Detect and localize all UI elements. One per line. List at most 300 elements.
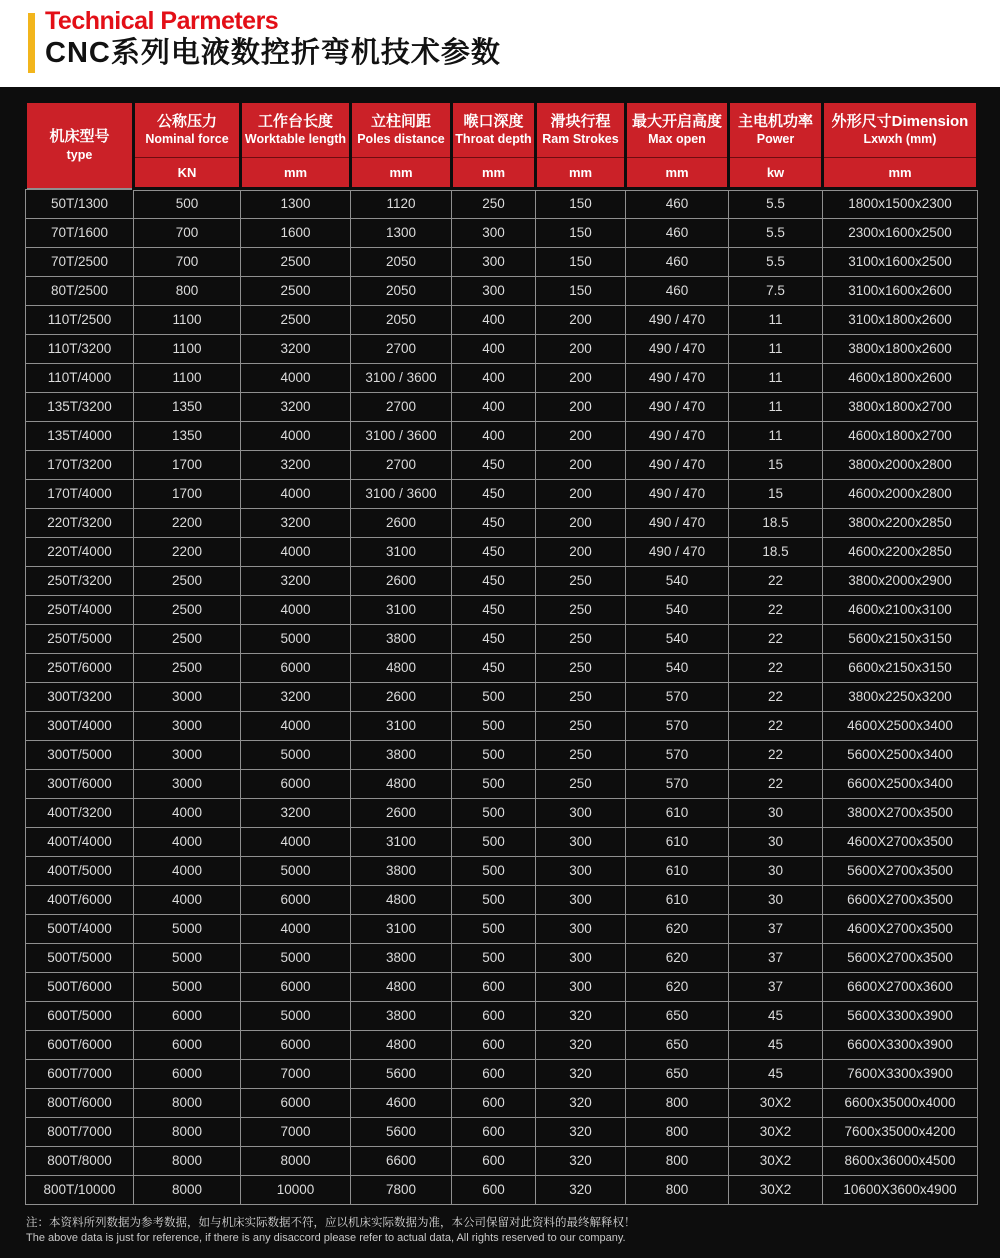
value-cell: 450 — [452, 480, 536, 509]
value-cell: 3200 — [241, 393, 351, 422]
value-cell: 600 — [452, 973, 536, 1002]
model-cell: 110T/2500 — [26, 306, 134, 335]
value-cell: 15 — [729, 480, 823, 509]
table-row — [26, 480, 978, 509]
model-cell: 250T/5000 — [26, 625, 134, 654]
model-cell: 600T/6000 — [26, 1031, 134, 1060]
value-cell: 4600X2700x3500 — [823, 828, 978, 857]
column-header-5 — [626, 102, 729, 158]
value-cell: 400 — [452, 422, 536, 451]
header-unit-row — [26, 157, 978, 189]
value-cell: 10000 — [241, 1176, 351, 1205]
value-cell: 400 — [452, 393, 536, 422]
model-cell: 50T/1300 — [26, 189, 134, 219]
value-cell: 4000 — [241, 364, 351, 393]
table-row — [26, 567, 978, 596]
value-cell: 4000 — [241, 422, 351, 451]
model-cell: 400T/5000 — [26, 857, 134, 886]
table-row — [26, 741, 978, 770]
value-cell: 22 — [729, 567, 823, 596]
model-cell: 220T/3200 — [26, 509, 134, 538]
value-cell: 150 — [536, 248, 626, 277]
value-cell: 1100 — [134, 335, 241, 364]
value-cell: 250 — [452, 189, 536, 219]
title-block — [0, 0, 1000, 87]
table-row — [26, 1118, 978, 1147]
value-cell: 570 — [626, 770, 729, 799]
value-cell: 3100x1800x2600 — [823, 306, 978, 335]
model-cell: 300T/5000 — [26, 741, 134, 770]
model-cell: 800T/6000 — [26, 1089, 134, 1118]
value-cell: 460 — [626, 248, 729, 277]
value-cell: 320 — [536, 1118, 626, 1147]
table-row — [26, 596, 978, 625]
value-cell: 3100 — [351, 712, 452, 741]
value-cell: 45 — [729, 1002, 823, 1031]
value-cell: 490 / 470 — [626, 393, 729, 422]
value-cell: 3100 — [351, 915, 452, 944]
value-cell: 30 — [729, 857, 823, 886]
value-cell: 4600X2500x3400 — [823, 712, 978, 741]
table-row — [26, 509, 978, 538]
spec-table-body — [26, 189, 978, 1205]
value-cell: 4000 — [241, 596, 351, 625]
model-cell: 250T/3200 — [26, 567, 134, 596]
value-cell: 2200 — [134, 538, 241, 567]
column-header-zh: 立柱间距 — [370, 112, 431, 130]
value-cell: 200 — [536, 393, 626, 422]
column-header-type — [26, 102, 134, 189]
value-cell: 400 — [452, 306, 536, 335]
value-cell: 320 — [536, 1002, 626, 1031]
value-cell: 3000 — [134, 741, 241, 770]
column-header-2 — [351, 102, 452, 158]
column-unit-5: mm — [626, 157, 729, 189]
value-cell: 200 — [536, 451, 626, 480]
spec-table — [24, 100, 979, 1205]
value-cell: 800 — [134, 277, 241, 306]
value-cell: 4600x2200x2850 — [823, 538, 978, 567]
value-cell: 5600x2150x3150 — [823, 625, 978, 654]
titles — [0, 0, 1000, 71]
value-cell: 490 / 470 — [626, 480, 729, 509]
value-cell: 2500 — [134, 596, 241, 625]
value-cell: 540 — [626, 654, 729, 683]
value-cell: 600 — [452, 1002, 536, 1031]
value-cell: 300 — [536, 973, 626, 1002]
table-row — [26, 1147, 978, 1176]
value-cell: 500 — [452, 741, 536, 770]
table-row — [26, 451, 978, 480]
value-cell: 200 — [536, 364, 626, 393]
column-unit-2: mm — [351, 157, 452, 189]
value-cell: 450 — [452, 625, 536, 654]
value-cell: 490 / 470 — [626, 509, 729, 538]
value-cell: 6600 — [351, 1147, 452, 1176]
column-header-zh: 喉口深度 — [463, 112, 524, 130]
value-cell: 650 — [626, 1031, 729, 1060]
value-cell: 200 — [536, 422, 626, 451]
value-cell: 6000 — [241, 886, 351, 915]
value-cell: 7600x35000x4200 — [823, 1118, 978, 1147]
table-row — [26, 219, 978, 248]
value-cell: 620 — [626, 973, 729, 1002]
table-row — [26, 857, 978, 886]
value-cell: 4000 — [134, 799, 241, 828]
value-cell: 490 / 470 — [626, 335, 729, 364]
value-cell: 37 — [729, 944, 823, 973]
value-cell: 450 — [452, 654, 536, 683]
model-cell: 250T/4000 — [26, 596, 134, 625]
value-cell: 5000 — [134, 944, 241, 973]
value-cell: 6600X3300x3900 — [823, 1031, 978, 1060]
value-cell: 2500 — [134, 567, 241, 596]
column-unit-6: kw — [729, 157, 823, 189]
value-cell: 1300 — [241, 189, 351, 219]
value-cell: 1800x1500x2300 — [823, 189, 978, 219]
value-cell: 3200 — [241, 799, 351, 828]
value-cell: 4000 — [241, 828, 351, 857]
value-cell: 250 — [536, 712, 626, 741]
value-cell: 500 — [452, 886, 536, 915]
value-cell: 5000 — [241, 625, 351, 654]
value-cell: 610 — [626, 799, 729, 828]
value-cell: 500 — [134, 189, 241, 219]
value-cell: 2700 — [351, 393, 452, 422]
value-cell: 2600 — [351, 799, 452, 828]
value-cell: 22 — [729, 770, 823, 799]
value-cell: 22 — [729, 654, 823, 683]
value-cell: 500 — [452, 683, 536, 712]
value-cell: 4600x1800x2700 — [823, 422, 978, 451]
column-header-7 — [823, 102, 978, 158]
column-header-en: Throat depth — [455, 132, 532, 147]
value-cell: 3800 — [351, 1002, 452, 1031]
value-cell: 3100 — [351, 596, 452, 625]
model-cell: 400T/4000 — [26, 828, 134, 857]
value-cell: 11 — [729, 393, 823, 422]
value-cell: 6000 — [134, 1031, 241, 1060]
column-header-0 — [134, 102, 241, 158]
value-cell: 37 — [729, 915, 823, 944]
value-cell: 5600X3300x3900 — [823, 1002, 978, 1031]
column-unit-4: mm — [536, 157, 626, 189]
model-cell: 220T/4000 — [26, 538, 134, 567]
column-header-1 — [241, 102, 351, 158]
value-cell: 4600X2700x3500 — [823, 915, 978, 944]
value-cell: 4600x2100x3100 — [823, 596, 978, 625]
column-header-en: Power — [756, 132, 795, 147]
value-cell: 600 — [452, 1118, 536, 1147]
value-cell: 30 — [729, 886, 823, 915]
table-row — [26, 683, 978, 712]
table-row — [26, 886, 978, 915]
value-cell: 3200 — [241, 567, 351, 596]
value-cell: 5000 — [241, 1002, 351, 1031]
table-row — [26, 277, 978, 306]
value-cell: 3200 — [241, 509, 351, 538]
table-row — [26, 770, 978, 799]
value-cell: 18.5 — [729, 509, 823, 538]
value-cell: 500 — [452, 712, 536, 741]
model-cell: 70T/2500 — [26, 248, 134, 277]
value-cell: 6000 — [241, 770, 351, 799]
column-header-3 — [452, 102, 536, 158]
value-cell: 11 — [729, 422, 823, 451]
value-cell: 6000 — [134, 1060, 241, 1089]
page-title: CNC系列电液数控折弯机技术参数 — [45, 37, 501, 70]
value-cell: 5600X2500x3400 — [823, 741, 978, 770]
value-cell: 2500 — [241, 277, 351, 306]
value-cell: 3800 — [351, 741, 452, 770]
value-cell: 250 — [536, 741, 626, 770]
value-cell: 500 — [452, 828, 536, 857]
value-cell: 500 — [452, 944, 536, 973]
column-header-type-en: type — [66, 147, 93, 162]
value-cell: 4000 — [241, 538, 351, 567]
value-cell: 11 — [729, 306, 823, 335]
value-cell: 490 / 470 — [626, 538, 729, 567]
model-cell: 300T/3200 — [26, 683, 134, 712]
value-cell: 300 — [452, 219, 536, 248]
value-cell: 500 — [452, 770, 536, 799]
value-cell: 3000 — [134, 683, 241, 712]
value-cell: 22 — [729, 596, 823, 625]
column-header-zh: 外形尺寸Dimension — [831, 112, 969, 130]
value-cell: 4600x2000x2800 — [823, 480, 978, 509]
model-cell: 400T/6000 — [26, 886, 134, 915]
column-header-type-zh: 机床型号 — [49, 128, 110, 146]
value-cell: 6600X2500x3400 — [823, 770, 978, 799]
table-row — [26, 1031, 978, 1060]
value-cell: 4000 — [134, 857, 241, 886]
column-unit-3: mm — [452, 157, 536, 189]
table-row — [26, 1176, 978, 1205]
value-cell: 8000 — [134, 1147, 241, 1176]
value-cell: 3100 / 3600 — [351, 480, 452, 509]
value-cell: 3200 — [241, 335, 351, 364]
model-cell: 800T/7000 — [26, 1118, 134, 1147]
value-cell: 2050 — [351, 306, 452, 335]
model-cell: 250T/6000 — [26, 654, 134, 683]
value-cell: 5600 — [351, 1118, 452, 1147]
value-cell: 3000 — [134, 712, 241, 741]
value-cell: 3800x2000x2800 — [823, 451, 978, 480]
value-cell: 11 — [729, 364, 823, 393]
value-cell: 3100x1600x2500 — [823, 248, 978, 277]
value-cell: 2500 — [134, 625, 241, 654]
value-cell: 650 — [626, 1002, 729, 1031]
header-name-row — [26, 102, 978, 158]
table-row — [26, 306, 978, 335]
value-cell: 620 — [626, 944, 729, 973]
value-cell: 500 — [452, 857, 536, 886]
value-cell: 320 — [536, 1147, 626, 1176]
value-cell: 4600x1800x2600 — [823, 364, 978, 393]
value-cell: 540 — [626, 625, 729, 654]
column-header-zh: 最大开启高度 — [631, 112, 722, 130]
value-cell: 1350 — [134, 393, 241, 422]
value-cell: 1100 — [134, 364, 241, 393]
value-cell: 200 — [536, 306, 626, 335]
table-row — [26, 625, 978, 654]
value-cell: 150 — [536, 277, 626, 306]
value-cell: 30 — [729, 799, 823, 828]
value-cell: 2050 — [351, 277, 452, 306]
value-cell: 15 — [729, 451, 823, 480]
value-cell: 10600X3600x4900 — [823, 1176, 978, 1205]
value-cell: 620 — [626, 915, 729, 944]
value-cell: 540 — [626, 567, 729, 596]
model-cell: 135T/4000 — [26, 422, 134, 451]
value-cell: 490 / 470 — [626, 306, 729, 335]
value-cell: 4600 — [351, 1089, 452, 1118]
value-cell: 1700 — [134, 480, 241, 509]
value-cell: 4000 — [241, 915, 351, 944]
value-cell: 200 — [536, 335, 626, 364]
column-header-zh: 滑块行程 — [550, 112, 611, 130]
value-cell: 4800 — [351, 770, 452, 799]
model-cell: 800T/10000 — [26, 1176, 134, 1205]
value-cell: 7000 — [241, 1060, 351, 1089]
value-cell: 450 — [452, 567, 536, 596]
footnote — [26, 1215, 976, 1246]
column-header-zh: 工作台长度 — [257, 112, 333, 130]
column-header-en: Worktable length — [244, 132, 347, 147]
value-cell: 1120 — [351, 189, 452, 219]
value-cell: 320 — [536, 1089, 626, 1118]
value-cell: 5.5 — [729, 189, 823, 219]
table-row — [26, 944, 978, 973]
value-cell: 490 / 470 — [626, 422, 729, 451]
value-cell: 250 — [536, 683, 626, 712]
value-cell: 3100 / 3600 — [351, 422, 452, 451]
table-row — [26, 364, 978, 393]
value-cell: 460 — [626, 219, 729, 248]
value-cell: 300 — [536, 857, 626, 886]
value-cell: 7.5 — [729, 277, 823, 306]
value-cell: 30X2 — [729, 1089, 823, 1118]
value-cell: 450 — [452, 596, 536, 625]
value-cell: 1700 — [134, 451, 241, 480]
value-cell: 500 — [452, 799, 536, 828]
value-cell: 4800 — [351, 1031, 452, 1060]
model-cell: 500T/5000 — [26, 944, 134, 973]
value-cell: 1350 — [134, 422, 241, 451]
value-cell: 8000 — [134, 1089, 241, 1118]
spec-table-head — [26, 102, 978, 189]
value-cell: 2300x1600x2500 — [823, 219, 978, 248]
value-cell: 3800 — [351, 625, 452, 654]
table-row — [26, 189, 978, 219]
column-header-zh: 主电机功率 — [737, 112, 813, 130]
value-cell: 500 — [452, 915, 536, 944]
value-cell: 2600 — [351, 683, 452, 712]
table-row — [26, 335, 978, 364]
value-cell: 5000 — [241, 857, 351, 886]
model-cell: 500T/6000 — [26, 973, 134, 1002]
value-cell: 5.5 — [729, 248, 823, 277]
value-cell: 800 — [626, 1176, 729, 1205]
value-cell: 5000 — [241, 944, 351, 973]
value-cell: 45 — [729, 1031, 823, 1060]
value-cell: 1100 — [134, 306, 241, 335]
column-header-en: Ram Strokes — [542, 132, 619, 147]
table-row — [26, 422, 978, 451]
value-cell: 4000 — [241, 712, 351, 741]
value-cell: 37 — [729, 973, 823, 1002]
value-cell: 200 — [536, 538, 626, 567]
value-cell: 320 — [536, 1060, 626, 1089]
value-cell: 45 — [729, 1060, 823, 1089]
value-cell: 300 — [452, 277, 536, 306]
value-cell: 7800 — [351, 1176, 452, 1205]
value-cell: 3800 — [351, 857, 452, 886]
value-cell: 570 — [626, 741, 729, 770]
value-cell: 250 — [536, 770, 626, 799]
value-cell: 300 — [536, 915, 626, 944]
model-cell: 300T/6000 — [26, 770, 134, 799]
model-cell: 600T/5000 — [26, 1002, 134, 1031]
table-row — [26, 393, 978, 422]
value-cell: 3800x2000x2900 — [823, 567, 978, 596]
column-header-en: Max open — [648, 132, 706, 147]
value-cell: 600 — [452, 1176, 536, 1205]
value-cell: 6000 — [241, 654, 351, 683]
value-cell: 800 — [626, 1089, 729, 1118]
value-cell: 1300 — [351, 219, 452, 248]
value-cell: 3800x2200x2850 — [823, 509, 978, 538]
value-cell: 800 — [626, 1118, 729, 1147]
value-cell: 600 — [452, 1147, 536, 1176]
value-cell: 540 — [626, 596, 729, 625]
column-unit-1: mm — [241, 157, 351, 189]
value-cell: 450 — [452, 509, 536, 538]
value-cell: 2500 — [241, 306, 351, 335]
value-cell: 6000 — [241, 1089, 351, 1118]
value-cell: 30X2 — [729, 1147, 823, 1176]
footnote-chinese: 注：本资料所列数据为参考数据，如与机床实际数据不符，应以机床实际数据为准，本公司保留对此资料的最终解释权！ — [26, 1217, 636, 1229]
column-header-en: Poles distance — [357, 132, 445, 147]
value-cell: 6600X2700x3500 — [823, 886, 978, 915]
value-cell: 250 — [536, 625, 626, 654]
value-cell: 2700 — [351, 335, 452, 364]
value-cell: 200 — [536, 509, 626, 538]
value-cell: 6600x2150x3150 — [823, 654, 978, 683]
value-cell: 4800 — [351, 654, 452, 683]
value-cell: 11 — [729, 335, 823, 364]
footnote-english: The above data is just for reference, if there is any disaccord please refer to actual data, All rights reserved to our company. — [26, 1232, 626, 1245]
value-cell: 4800 — [351, 973, 452, 1002]
value-cell: 3100 — [351, 538, 452, 567]
value-cell: 400 — [452, 335, 536, 364]
value-cell: 450 — [452, 451, 536, 480]
table-row — [26, 828, 978, 857]
value-cell: 6000 — [241, 1031, 351, 1060]
value-cell: 6600x35000x4000 — [823, 1089, 978, 1118]
value-cell: 300 — [536, 828, 626, 857]
table-row — [26, 1060, 978, 1089]
value-cell: 600 — [452, 1089, 536, 1118]
value-cell: 4800 — [351, 886, 452, 915]
value-cell: 8000 — [241, 1147, 351, 1176]
value-cell: 22 — [729, 712, 823, 741]
value-cell: 3800x2250x3200 — [823, 683, 978, 712]
value-cell: 2050 — [351, 248, 452, 277]
value-cell: 3000 — [134, 770, 241, 799]
value-cell: 5600 — [351, 1060, 452, 1089]
value-cell: 250 — [536, 567, 626, 596]
